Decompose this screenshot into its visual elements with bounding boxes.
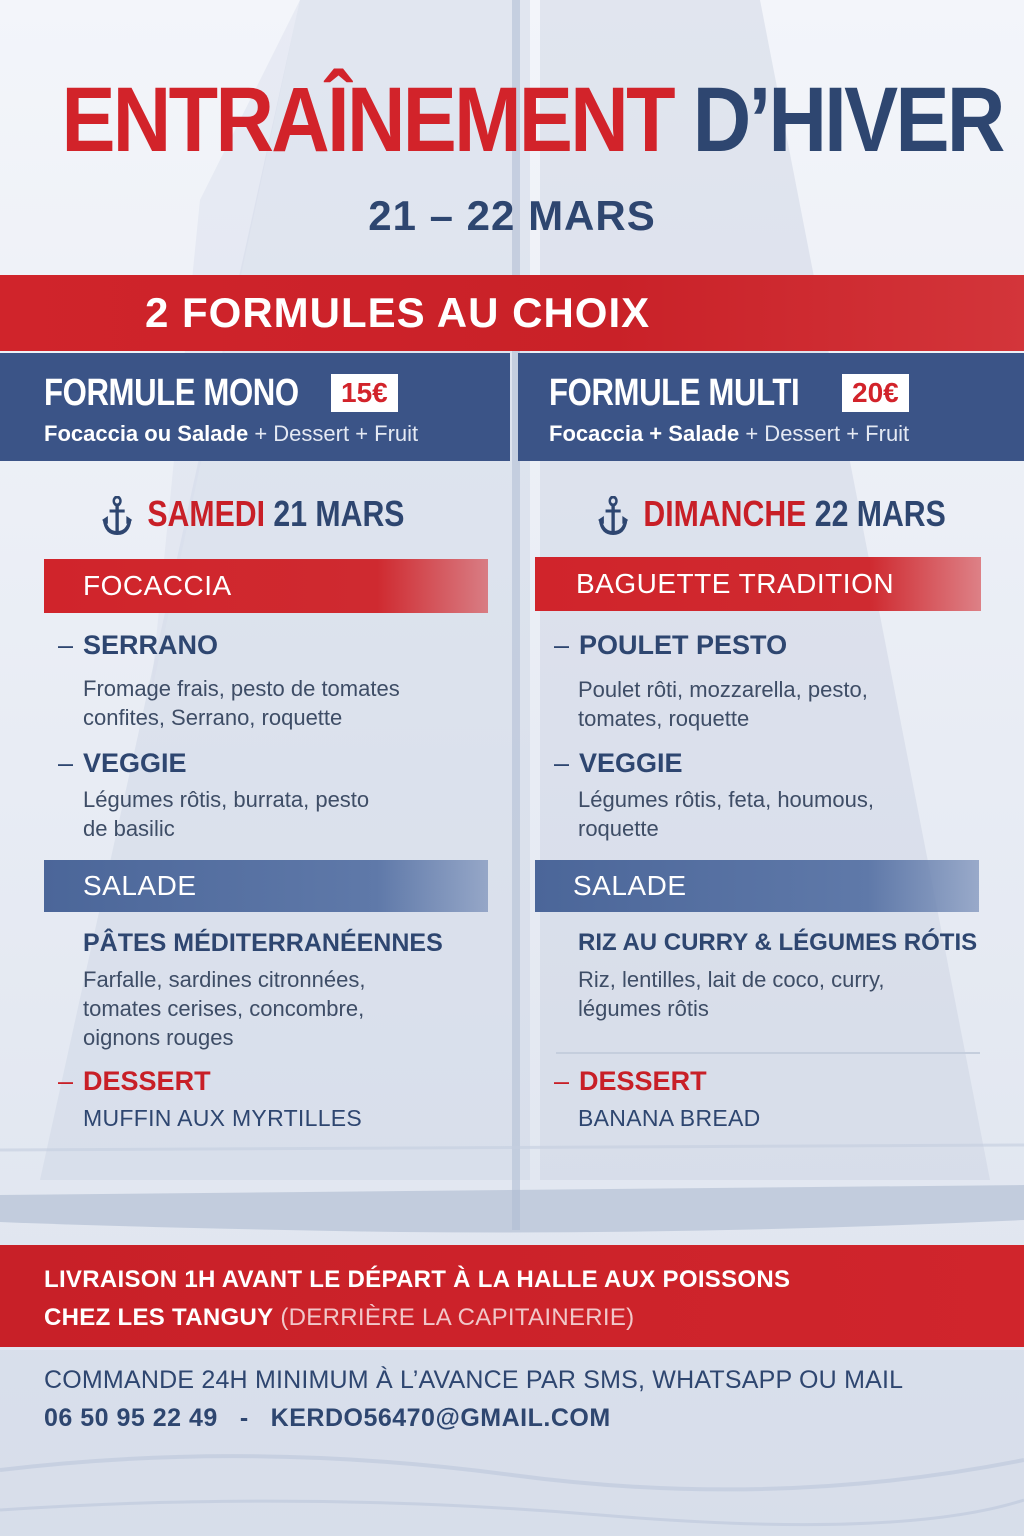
formula-mono-name: FORMULE MONO	[44, 372, 299, 414]
item-poulet-pesto-name: POULET PESTO	[579, 630, 788, 660]
item-poulet-pesto-desc: Poulet rôti, mozzarella, pesto, tomates, roquette	[578, 677, 868, 731]
formulas-banner-text: 2 FORMULES AU CHOIX	[145, 289, 651, 336]
formula-multi-plus: +	[649, 421, 663, 446]
salad-sat-name: PÂTES MÉDITERRANÉENNES	[83, 929, 443, 957]
delivery-place-note: (DERRIÈRE LA CAPITAINERIE)	[280, 1304, 635, 1331]
item-veggie-sat: – VEGGIE	[58, 748, 187, 778]
day-header-saturday	[102, 493, 404, 536]
section-baguette-label: BAGUETTE TRADITION	[576, 568, 895, 599]
day-date-saturday: 21 MARS	[273, 493, 405, 534]
section-focaccia-label: FOCACCIA	[83, 570, 232, 601]
formula-multi-price: 20€	[842, 374, 909, 412]
item-veggie-sun-name: VEGGIE	[579, 748, 683, 778]
salad-sun-name: RIZ AU CURRY & LÉGUMES RÓTIS	[578, 929, 978, 956]
section-salade-sun-label: SALADE	[573, 870, 687, 901]
item-veggie-sat-name: VEGGIE	[83, 748, 187, 778]
formula-mono-details	[44, 421, 418, 447]
day-header-sunday	[598, 493, 946, 536]
day-name-sunday: DIMANCHE	[643, 493, 807, 534]
anchor-icon	[102, 496, 132, 536]
formula-multi-main-a: Focaccia	[549, 421, 644, 446]
item-poulet-pesto: – POULET PESTO	[554, 630, 788, 660]
delivery-line-1: LIVRAISON 1H AVANT LE DÉPART À LA HALLE AUX POISSONS	[44, 1266, 791, 1293]
dessert-sun-name: BANANA BREAD	[578, 1105, 761, 1131]
dessert-sun-label: DESSERT	[579, 1066, 707, 1096]
formula-mono-price: 15€	[331, 374, 398, 412]
salad-sat-desc: Farfalle, sardines citronnées, tomates cerises, concombre, oignons rouges	[83, 967, 366, 1050]
item-veggie-sat-desc: Légumes rôtis, burrata, pesto de basilic	[83, 787, 370, 841]
contact-separator: -	[239, 1404, 249, 1432]
event-dates: 21 – 22 MARS	[368, 192, 656, 239]
formula-mono-main: Focaccia ou Salade	[44, 421, 249, 446]
formula-multi-main-b: Salade	[668, 421, 740, 446]
item-serrano: – SERRANO	[58, 630, 219, 660]
formula-multi-details	[549, 421, 909, 447]
item-serrano-desc: Fromage frais, pesto de tomates confites, Serrano, roquette	[83, 676, 400, 730]
title-blue: D’HIVER	[692, 69, 1003, 171]
item-veggie-sun: – VEGGIE	[554, 748, 683, 778]
formula-multi-extras: + Dessert + Fruit	[745, 421, 910, 446]
formula-multi-name: FORMULE MULTI	[549, 372, 800, 414]
divider	[556, 1052, 980, 1054]
section-salade-sat-label: SALADE	[83, 870, 197, 901]
email-address[interactable]: KERDO56470@GMAIL.COM	[270, 1404, 611, 1432]
day-name-saturday: SAMEDI	[147, 493, 265, 534]
page-title	[61, 69, 1003, 171]
order-instructions: COMMANDE 24H MINIMUM À L’AVANCE PAR SMS, WHATSAPP OU MAIL	[44, 1366, 904, 1394]
formula-mono-extras: + Dessert + Fruit	[254, 421, 419, 446]
delivery-place: CHEZ LES TANGUY	[44, 1304, 274, 1331]
item-serrano-name: SERRANO	[83, 630, 219, 660]
item-veggie-sun-desc: Légumes rôtis, feta, houmous, roquette	[578, 787, 874, 841]
salad-sun-desc: Riz, lentilles, lait de coco, curry, légumes rôtis	[578, 967, 885, 1021]
phone-number[interactable]: 06 50 95 22 49	[44, 1404, 218, 1432]
dessert-sun: – DESSERT	[554, 1066, 707, 1096]
dessert-sat: – DESSERT	[58, 1066, 211, 1096]
day-date-sunday: 22 MARS	[814, 493, 946, 534]
title-red: ENTRAÎNEMENT	[61, 69, 673, 171]
dessert-sat-label: DESSERT	[83, 1066, 211, 1096]
dessert-sat-name: MUFFIN AUX MYRTILLES	[83, 1105, 363, 1131]
delivery-line-2	[44, 1304, 634, 1332]
anchor-icon	[598, 496, 628, 536]
contact-line	[44, 1404, 611, 1433]
